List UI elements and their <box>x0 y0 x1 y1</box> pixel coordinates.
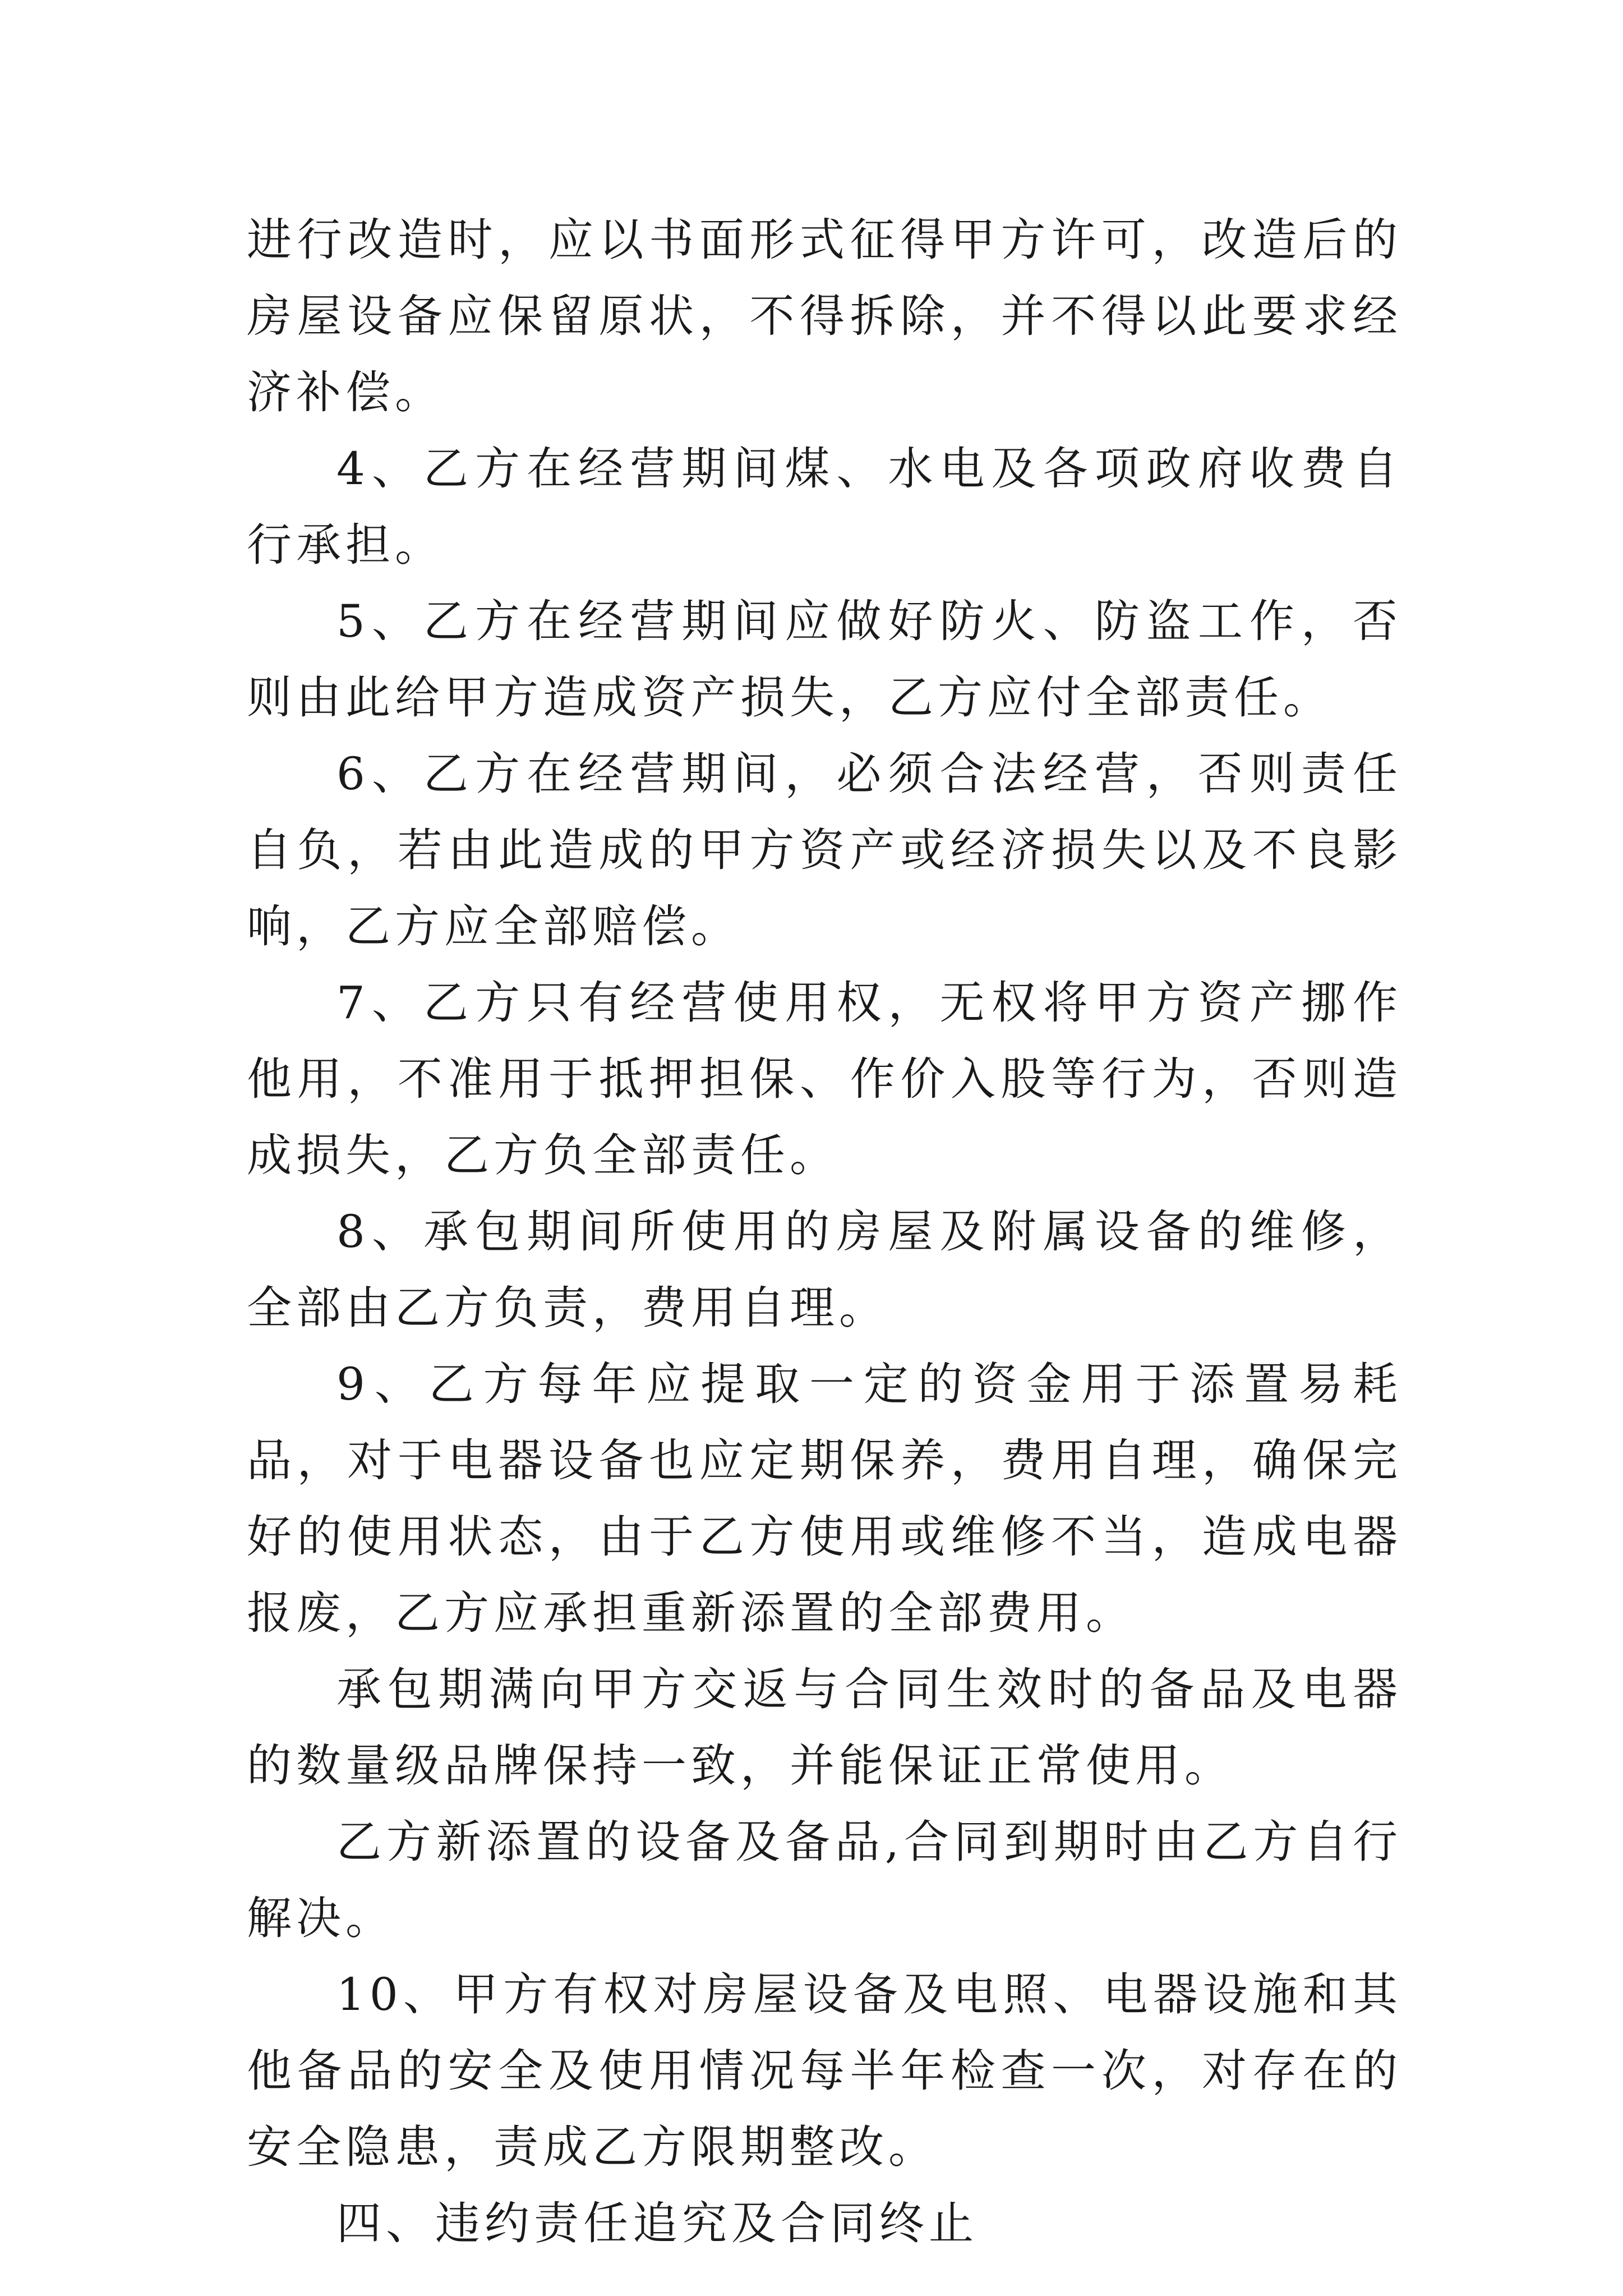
paragraph-clause-10: 10、甲方有权对房屋设备及电照、电器设施和其他备品的安全及使用情况每半年检查一次，对存在的安全隐患，责成乙方限期整改。 <box>247 1968 1402 2173</box>
paragraph-return-equipment: 承包期满向甲方交返与合同生效时的备品及电器的数量级品牌保持一致，并能保证正常使用。 <box>247 1663 1402 1792</box>
document-page <box>247 202 1402 2262</box>
section-heading-breach-termination: 四、违约责任追究及合同终止 <box>336 2197 978 2249</box>
paragraph-new-equipment: 乙方新添置的设备及备品,合同到期时由乙方自行解决。 <box>247 1816 1402 1944</box>
paragraph-clause-7: 7、乙方只有经营使用权，无权将甲方资产挪作他用，不准用于抵押担保、作价入股等行为，否则造成损失，乙方负全部责任。 <box>247 977 1402 1181</box>
paragraph-clause-6: 6、乙方在经营期间，必须合法经营，否则责任自负，若由此造成的甲方资产或经济损失以及不良影响，乙方应全部赔偿。 <box>247 748 1402 953</box>
paragraph-clause-4: 4、乙方在经营期间煤、水电及各项政府收费自行承担。 <box>247 443 1402 571</box>
paragraph-clause-8: 8、承包期间所使用的房屋及附属设备的维修，全部由乙方负责，费用自理。 <box>247 1205 1402 1334</box>
paragraph-renovation-continued: 进行改造时，应以书面形式征得甲方许可，改造后的房屋设备应保留原状，不得拆除，并不得以此要求经济补偿。 <box>247 214 1402 418</box>
paragraph-clause-9: 9、乙方每年应提取一定的资金用于添置易耗品，对于电器设备也应定期保养，费用自理，确保完好的使用状态，由于乙方使用或维修不当，造成电器报废，乙方应承担重新添置的全部费用。 <box>247 1358 1402 1639</box>
paragraph-clause-5: 5、乙方在经营期间应做好防火、防盗工作，否则由此给甲方造成资产损失，乙方应付全部责任。 <box>247 595 1402 724</box>
